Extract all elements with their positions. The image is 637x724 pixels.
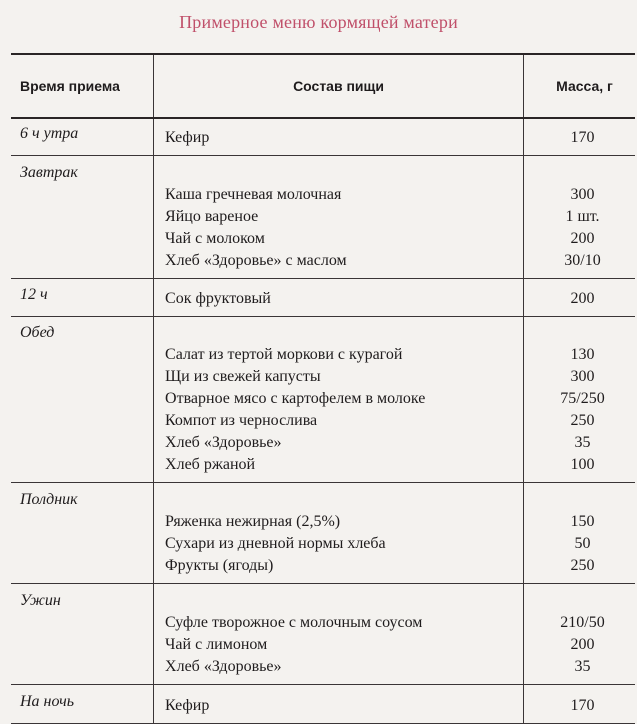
meal-mass-list bbox=[524, 156, 635, 278]
mass-value: 1 шт. bbox=[565, 208, 600, 225]
meal-row bbox=[11, 118, 635, 156]
meal-food-list bbox=[154, 584, 523, 684]
mass-value: 35 bbox=[574, 434, 591, 451]
meal-food-list bbox=[154, 483, 523, 583]
mass-value: 200 bbox=[570, 636, 595, 653]
food-item: Компот из чернослива bbox=[165, 412, 318, 429]
meal-food-list bbox=[154, 317, 523, 482]
food-item: Сухари из дневной нормы хлеба bbox=[165, 535, 386, 552]
meal-row bbox=[11, 483, 635, 584]
mass-value: 150 bbox=[570, 513, 595, 530]
meal-row bbox=[11, 317, 635, 483]
meal-mass-list bbox=[524, 483, 635, 583]
food-item: Чай с лимоном bbox=[165, 636, 268, 653]
meal-time: Ужин bbox=[20, 592, 61, 609]
food-item: Кефир bbox=[165, 697, 210, 714]
food-item: Ряженка нежирная (2,5%) bbox=[165, 513, 341, 530]
meal-time: 12 ч bbox=[20, 286, 48, 303]
meal-food-list bbox=[154, 119, 523, 155]
mass-value: 250 bbox=[570, 557, 595, 574]
mass-value: 170 bbox=[570, 697, 595, 714]
mass-value: 35 bbox=[574, 658, 591, 675]
meal-mass-list bbox=[524, 584, 635, 684]
meal-food-list bbox=[154, 279, 523, 316]
meal-row bbox=[11, 279, 635, 317]
mass-value: 30/10 bbox=[564, 252, 601, 269]
food-item: Суфле творожное с молочным соусом bbox=[165, 614, 423, 631]
header-mass: Масса, г bbox=[523, 54, 635, 118]
food-item: Сок фруктовый bbox=[165, 290, 271, 307]
food-item: Хлеб «Здоровье» bbox=[165, 434, 282, 451]
food-item: Хлеб ржаной bbox=[165, 456, 256, 473]
header-time: Время приема bbox=[11, 54, 154, 118]
food-item: Щи из свежей капусты bbox=[165, 368, 321, 385]
food-item: Отварное мясо с картофелем в молоке bbox=[165, 390, 426, 407]
meal-time: Обед bbox=[20, 324, 55, 341]
meal-food-list bbox=[154, 156, 523, 278]
meal-time: Завтрак bbox=[20, 164, 78, 181]
mass-value: 50 bbox=[574, 535, 591, 552]
meal-row bbox=[11, 156, 635, 279]
page-title: Примерное меню кормящей матери bbox=[179, 12, 458, 32]
mass-value: 250 bbox=[570, 412, 595, 429]
meal-row bbox=[11, 584, 635, 685]
food-item: Хлеб «Здоровье» с маслом bbox=[165, 252, 347, 269]
food-item: Салат из тертой моркови с курагой bbox=[165, 346, 403, 363]
meal-mass-list bbox=[524, 279, 635, 316]
mass-value: 300 bbox=[570, 368, 595, 385]
header-food: Состав пищи bbox=[154, 54, 524, 118]
food-item: Кефир bbox=[165, 129, 210, 146]
meal-time: Полдник bbox=[20, 491, 78, 508]
mass-value: 170 bbox=[570, 129, 595, 146]
meal-time: 6 ч утра bbox=[20, 125, 79, 142]
mass-value: 75/250 bbox=[560, 390, 605, 407]
food-item: Чай с молоком bbox=[165, 230, 265, 247]
mass-value: 200 bbox=[570, 290, 595, 307]
mass-value: 100 bbox=[570, 456, 595, 473]
meal-food-list bbox=[154, 685, 523, 723]
meal-time: На ночь bbox=[20, 693, 74, 710]
food-item: Каша гречневая молочная bbox=[165, 186, 342, 203]
menu-table bbox=[11, 53, 635, 724]
mass-value: 300 bbox=[570, 186, 595, 203]
meal-mass-list bbox=[524, 119, 635, 155]
table-header-row bbox=[11, 54, 635, 118]
food-item: Яйцо вареное bbox=[165, 208, 259, 225]
meal-mass-list bbox=[524, 317, 635, 482]
menu-body bbox=[11, 118, 635, 724]
meal-row bbox=[11, 685, 635, 724]
mass-value: 210/50 bbox=[560, 614, 605, 631]
food-item: Хлеб «Здоровье» bbox=[165, 658, 282, 675]
mass-value: 200 bbox=[570, 230, 595, 247]
food-item: Фрукты (ягоды) bbox=[165, 557, 274, 574]
meal-mass-list bbox=[524, 685, 635, 723]
mass-value: 130 bbox=[570, 346, 595, 363]
